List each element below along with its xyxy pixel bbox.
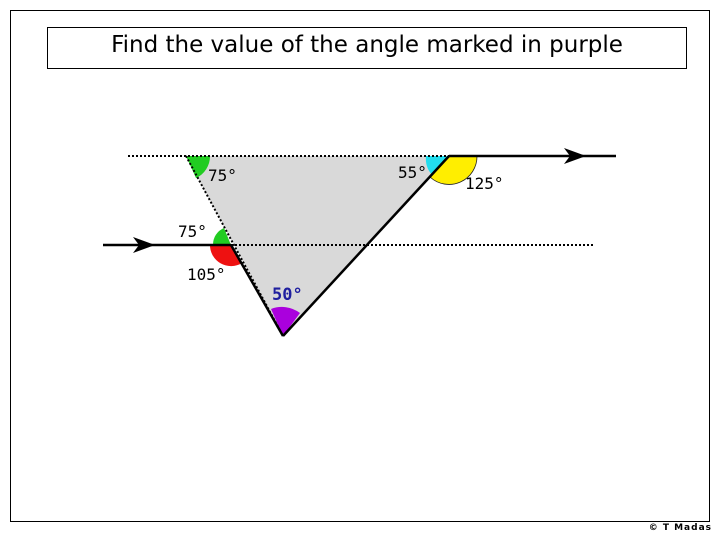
angle-label-top-right-inner: 55° [398, 163, 427, 182]
angle-label-mid-left-upper: 75° [178, 222, 207, 241]
angle-label-top-right-outer: 125° [465, 174, 504, 193]
angle-label-top-left: 75° [208, 166, 237, 185]
angle-label-bottom-answer: 50° [272, 285, 303, 305]
page-title: Find the value of the angle marked in purple [111, 32, 623, 58]
angle-label-mid-left-lower: 105° [187, 265, 226, 284]
copyright-text: © T Madas [648, 523, 712, 533]
